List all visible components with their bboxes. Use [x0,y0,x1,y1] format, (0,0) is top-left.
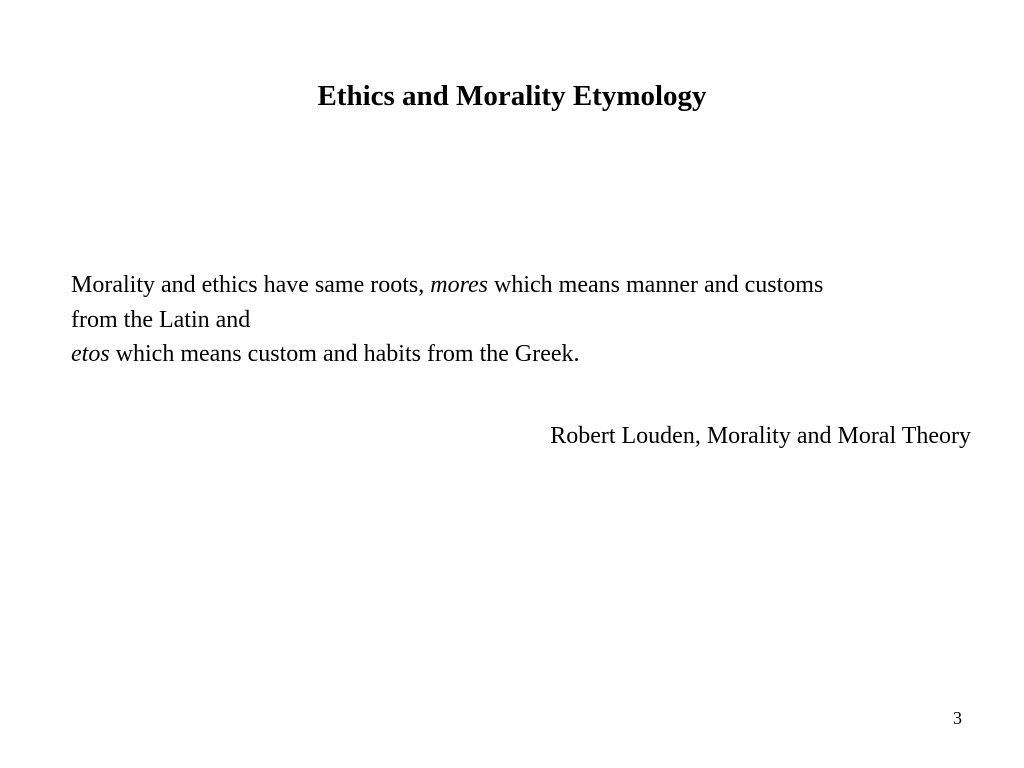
body-line-1-tail: which means manner and customs [488,272,824,298]
slide-body [71,268,971,372]
etymology-paragraph [71,268,971,372]
page-number: 3 [953,708,962,728]
slide-title: Ethics and Morality Etymology [317,80,707,112]
source-attribution: Robert Louden, Morality and Moral Theory [550,423,971,449]
body-line-3 [71,337,971,372]
body-line-1-text: Morality and ethics have same roots, [71,272,431,298]
body-line-2: from the Latin and [71,306,251,333]
latin-term: mores [430,272,489,298]
greek-term: etos [71,341,110,367]
body-line-3-text: which means custom and habits from the Greek. [109,341,580,367]
body-line-1 [71,268,971,303]
